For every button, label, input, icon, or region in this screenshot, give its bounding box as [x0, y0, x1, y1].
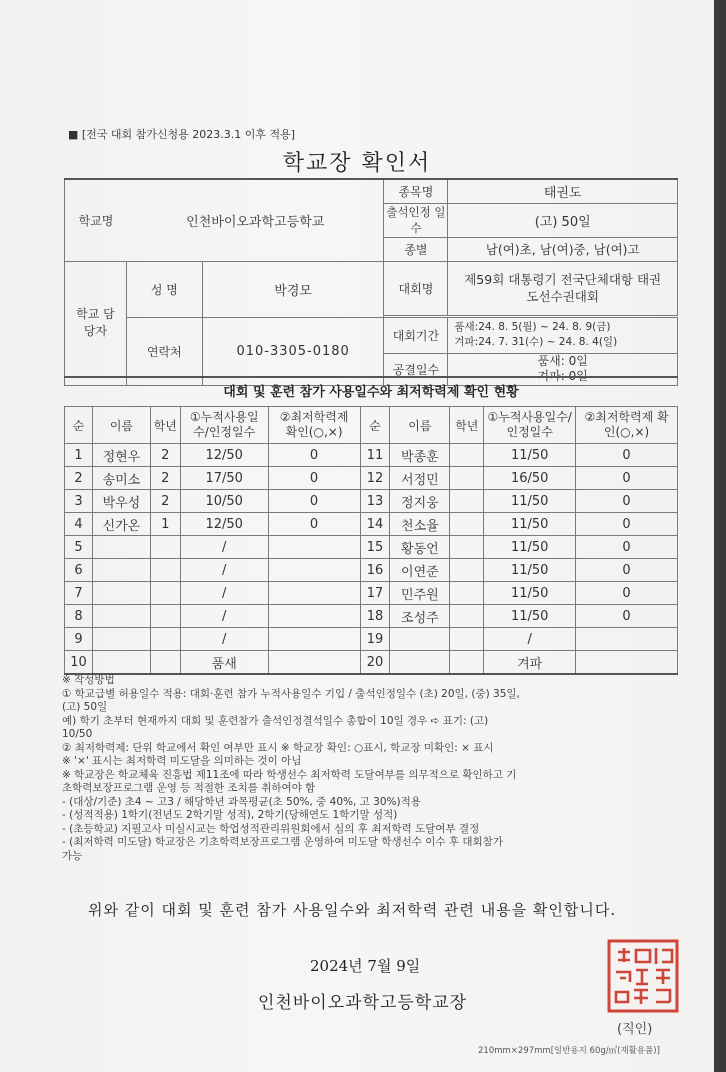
attend-label: 출석인정 일수 [384, 203, 448, 237]
cell-days: / [180, 582, 268, 605]
school-seal-stamp [606, 938, 680, 1014]
header-check: ②최저학력제 확인(○,×) [576, 407, 678, 444]
cell-name: 천소율 [390, 513, 450, 536]
page-title: 학교장 확인서 [282, 151, 432, 176]
cell-grade: 1 [150, 513, 180, 536]
cell-name [92, 559, 150, 582]
cell-no: 18 [360, 605, 390, 628]
cell-no: 7 [65, 582, 93, 605]
school-label-cell [65, 179, 384, 261]
cell-days: 11/50 [484, 582, 576, 605]
note-line: ① 학교급별 허용일수 적용: 대회·훈련 참가 누적사용일수 기입 / 출석인정일수 (초) 20일, (중) 35일, [62, 687, 520, 700]
cell-check: 0 [576, 444, 678, 467]
cell-name [390, 651, 450, 675]
cell-no: 3 [65, 490, 93, 513]
cell-days: / [180, 605, 268, 628]
cell-grade [150, 628, 180, 651]
cell-check: 0 [268, 444, 360, 467]
cell-grade [150, 536, 180, 559]
table-row [65, 536, 678, 559]
note-line: 가능 [62, 849, 83, 862]
cell-grade [450, 536, 484, 559]
cell-check [576, 651, 678, 675]
principal-name: 인천바이오과학고등학교장 [258, 993, 468, 1013]
cell-days: / [180, 628, 268, 651]
cell-name: 신가온 [92, 513, 150, 536]
cell-grade [450, 513, 484, 536]
note-line: - (대상/기준) 초4 ~ 고3 / 해당학년 과목평균(초 50%, 중 40%, 고 30%)적용 [62, 795, 421, 808]
gender-label: 종별 [384, 237, 448, 261]
cell-check: 0 [268, 513, 360, 536]
cell-days: 12/50 [180, 444, 268, 467]
cell-name [92, 536, 150, 559]
cell-no: 9 [65, 628, 93, 651]
cell-days: 11/50 [484, 559, 576, 582]
cell-no: 8 [65, 605, 93, 628]
name-value: 박경모 [202, 261, 384, 317]
cell-days: / [180, 536, 268, 559]
cell-name [92, 628, 150, 651]
table-row [65, 651, 678, 675]
header-note: ■ [전국 대회 참가신청용 2023.3.1 이후 적용] [68, 128, 296, 141]
note-line: ※ '×' 표시는 최저학력 미도달을 의미하는 것이 아님 [62, 755, 302, 767]
cell-grade [450, 467, 484, 490]
cell-name: 박우성 [92, 490, 150, 513]
cell-check [576, 628, 678, 651]
competition-value: 제59회 대통령기 전국단체대항 태권도선수권대회 [448, 261, 678, 315]
cell-grade: 2 [150, 467, 180, 490]
cell-grade [150, 651, 180, 675]
cell-name [390, 628, 450, 651]
cell-grade [450, 605, 484, 628]
cell-no: 14 [360, 513, 390, 536]
cell-grade: 2 [150, 490, 180, 513]
period-line-1: 품새:24. 8. 5(월) ~ 24. 8. 9(금) [454, 321, 611, 333]
event-label: 종목명 [384, 179, 448, 203]
cell-no: 1 [65, 444, 93, 467]
cell-days: 10/50 [180, 490, 268, 513]
seal-label: (직인) [617, 1022, 653, 1037]
note-line: - (최저학력 미도달) 학교장은 기초학력보장프로그램 운영하여 미도달 학생선수 이수 후 대회참가 [62, 836, 503, 848]
table-row [65, 444, 678, 467]
cell-check [268, 628, 360, 651]
absence-line-1: 품새: 0일 [537, 354, 588, 368]
cell-no: 11 [360, 444, 390, 467]
cell-name: 정현우 [92, 444, 150, 467]
table-row [65, 559, 678, 582]
cell-no: 19 [360, 628, 390, 651]
cell-grade [450, 444, 484, 467]
cell-no: 4 [65, 513, 93, 536]
cell-check: 0 [576, 490, 678, 513]
cell-days: 16/50 [484, 467, 576, 490]
athlete-table [64, 406, 678, 675]
cell-name: 민주원 [390, 582, 450, 605]
cell-grade [150, 559, 180, 582]
table-header-row [65, 407, 678, 444]
absence-line-2: 겨파: 0일 [537, 369, 588, 383]
header-grade: 학년 [450, 407, 484, 444]
note-line: ※ 학교장은 학교체육 진흥법 제11조에 따라 학생선수 최저학력 도달여부를 의무적으로 확인하고 기 [62, 768, 517, 781]
header-grade: 학년 [150, 407, 180, 444]
gender-value: 남(여)초, 남(여)중, 남(여)고 [448, 237, 678, 261]
cell-no: 20 [360, 651, 390, 675]
event-value: 태권도 [448, 179, 678, 203]
cell-check [268, 605, 360, 628]
period-value [448, 317, 678, 353]
cell-check: 0 [268, 490, 360, 513]
table-row [65, 490, 678, 513]
cell-no: 16 [360, 559, 390, 582]
table-row [65, 605, 678, 628]
cell-days: / [484, 628, 576, 651]
cell-name [92, 582, 150, 605]
cell-days: 11/50 [484, 536, 576, 559]
cell-no: 15 [360, 536, 390, 559]
note-line: 초학력보장프로그램 운영 등 적절한 조치를 취하여야 함 [62, 782, 316, 794]
cell-days: 품새 [180, 651, 268, 675]
cell-name: 정지웅 [390, 490, 450, 513]
note-line: ② 최저학력제: 단위 학교에서 확인 여부만 표시 ※ 학교장 확인: ○표시, 학교장 미확인: × 표시 [62, 741, 494, 754]
cell-no: 6 [65, 559, 93, 582]
cell-days: 11/50 [484, 513, 576, 536]
cell-days: 11/50 [484, 444, 576, 467]
cell-check: 0 [576, 536, 678, 559]
header-no: 순 [65, 407, 93, 444]
period-label: 대회기간 [384, 317, 448, 353]
cell-check: 0 [576, 582, 678, 605]
cell-name: 황동언 [390, 536, 450, 559]
cell-check [268, 536, 360, 559]
phone-label: 연락처 [126, 317, 202, 385]
table-row [65, 628, 678, 651]
cell-check: 0 [576, 467, 678, 490]
note-line: 10/50 [62, 728, 93, 740]
cell-grade [450, 628, 484, 651]
header-name: 이름 [92, 407, 150, 444]
cell-name [92, 605, 150, 628]
confirm-text: 위와 같이 대회 및 훈련 참가 사용일수와 최저학력 관련 내용을 확인합니다. [88, 901, 617, 919]
name-label: 성 명 [126, 261, 202, 317]
cell-no: 2 [65, 467, 93, 490]
cell-grade: 2 [150, 444, 180, 467]
section-title: 대회 및 훈련 참가 사용일수와 최저학력제 확인 현황 [64, 376, 678, 400]
cell-days: 겨파 [484, 651, 576, 675]
cell-name [92, 651, 150, 675]
table-row [65, 513, 678, 536]
header-days: ①누적사용일수/인정일수 [180, 407, 268, 444]
table-row [65, 467, 678, 490]
absence-label: 공결일수 [384, 353, 448, 385]
cell-name: 이연준 [390, 559, 450, 582]
cell-check [268, 582, 360, 605]
contact-person-label: 학교 담당자 [65, 261, 127, 385]
seal-marks [616, 948, 672, 1004]
header-name: 이름 [390, 407, 450, 444]
cell-check [268, 559, 360, 582]
cell-days: 17/50 [180, 467, 268, 490]
cell-check: 0 [268, 467, 360, 490]
cell-grade [450, 582, 484, 605]
cell-name: 송미소 [92, 467, 150, 490]
cell-days: 11/50 [484, 605, 576, 628]
cell-no: 13 [360, 490, 390, 513]
table-row [65, 582, 678, 605]
cell-grade [150, 605, 180, 628]
header-days: ①누적사용일수/인정일수 [484, 407, 576, 444]
notes [62, 674, 692, 863]
cell-days: / [180, 559, 268, 582]
header-no: 순 [360, 407, 390, 444]
cell-grade [450, 490, 484, 513]
cell-days: 12/50 [180, 513, 268, 536]
cell-no: 10 [65, 651, 93, 675]
note-line: ※ 작성방법 [62, 674, 115, 686]
phone-value: 010-3305-0180 [202, 317, 384, 385]
cell-days: 11/50 [484, 490, 576, 513]
school-label: 학교명 [78, 213, 114, 228]
note-line: (고) 50일 [62, 701, 108, 713]
cell-check: 0 [576, 559, 678, 582]
info-table [64, 178, 678, 386]
cell-check: 0 [576, 513, 678, 536]
period-line-2: 겨파:24. 7. 31(수) ~ 24. 8. 4(일) [454, 336, 618, 348]
competition-label: 대회명 [384, 261, 448, 315]
header-check: ②최저학력제 확인(○,×) [268, 407, 360, 444]
cell-grade [450, 651, 484, 675]
note-line: - (초등학교) 지필고사 미실시교는 학업성적관리위원회에서 심의 후 최저학력 도달여부 결정 [62, 822, 480, 835]
school-name: 인천바이오과학고등학교 [186, 214, 325, 230]
date-text: 2024년 7월 9일 [310, 957, 421, 975]
cell-grade [150, 582, 180, 605]
cell-no: 17 [360, 582, 390, 605]
cell-name: 박종훈 [390, 444, 450, 467]
cell-no: 5 [65, 536, 93, 559]
cell-name: 서정민 [390, 467, 450, 490]
paper-size-note: 210mm×297mm[일반용지 60g/㎡(재활용품)] [478, 1046, 660, 1056]
cell-no: 12 [360, 467, 390, 490]
table-body [65, 444, 678, 675]
note-line: - (성적적용) 1학기(전년도 2학기말 성적), 2학기(당해연도 1학기말 성적) [62, 809, 398, 821]
cell-check [268, 651, 360, 675]
attend-value: (고) 50일 [448, 203, 678, 237]
cell-grade [450, 559, 484, 582]
cell-check: 0 [576, 605, 678, 628]
note-line: 예) 학기 초부터 현재까지 대회 및 훈련참가 출석인정결석일수 총합이 10일 경우 ➪ 표기: (고) [62, 714, 489, 727]
cell-name: 조성주 [390, 605, 450, 628]
